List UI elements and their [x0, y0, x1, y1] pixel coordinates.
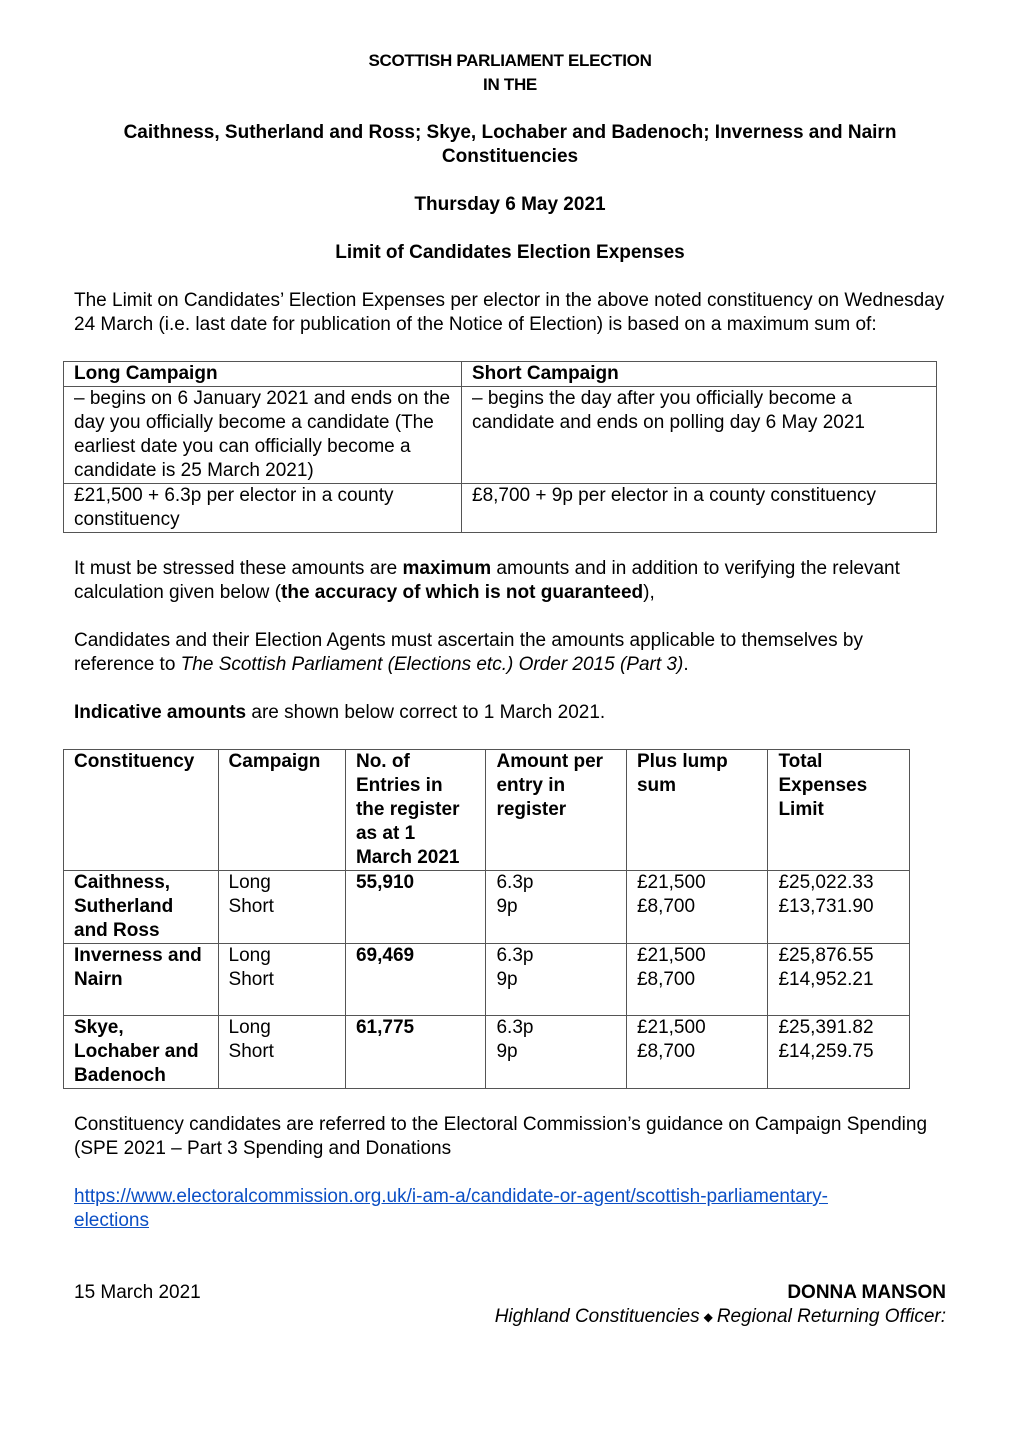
short-campaign-limit: £8,700 + 9p per elector in a county constituency: [462, 484, 937, 533]
campaign-limit-row: [64, 484, 937, 533]
constituencies-heading: Caithness, Sutherland and Ross; Skye, Lochaber and Badenoch; Inverness and Nairn Constituencies: [123, 122, 897, 167]
signatory-title: Highland Constituencies ◆ Regional Returning Officer:: [494, 1306, 946, 1328]
signature-block: [74, 1281, 946, 1329]
document: [74, 49, 946, 1329]
guidance-link-paragraph: [74, 1185, 946, 1233]
ascertain-paragraph: Candidates and their Election Agents must ascertain the amounts applicable to themselves by reference to The Scottish Parliament (Elections etc.) Order 2015 (Part 3).: [74, 630, 863, 675]
amount-cell: 6.3p 9p: [486, 1016, 626, 1089]
stress-paragraph: It must be stressed these amounts are maximum amounts and in addition to verifying the relevant calculation given below (the accuracy of which is not guaranteed),: [74, 558, 900, 603]
intro-paragraph: The Limit on Candidates’ Election Expenses per elector in the above noted constituency on Wednesday 24 March (i.e. last date for publication of the Notice of Election) is based on a maximum sum of:: [74, 290, 945, 335]
title-line-1: SCOTTISH PARLIAMENT ELECTION: [368, 51, 652, 70]
signatory-name: DONNA MANSON: [787, 1282, 946, 1303]
indicative-paragraph: Indicative amounts are shown below correct to 1 March 2021.: [74, 702, 606, 723]
entries-cell: 55,910: [345, 871, 485, 944]
expenses-table: [63, 749, 910, 1089]
short-campaign-title: Short Campaign: [462, 362, 937, 387]
table-row: [64, 871, 910, 944]
amount-cell: 6.3p 9p: [486, 944, 626, 1016]
entries-cell: 69,469: [345, 944, 485, 1016]
amount-cell: 6.3p 9p: [486, 871, 626, 944]
lump-sum-cell: £21,500 £8,700: [626, 1016, 768, 1089]
table-row: [64, 944, 910, 1016]
long-campaign-limit: £21,500 + 6.3p per elector in a county constituency: [64, 484, 462, 533]
campaign-cell: Long Short: [218, 871, 345, 944]
diamond-icon: ◆: [703, 1310, 713, 1324]
campaign-description-row: [64, 387, 937, 484]
campaign-table-header: [64, 362, 937, 387]
long-campaign-title: Long Campaign: [64, 362, 462, 387]
guidance-link[interactable]: https://www.electoralcommission.org.uk/i-am-a/candidate-or-agent/scottish-parliamentary- elections: [74, 1186, 828, 1231]
header-lump-sum: Plus lump sum: [626, 750, 768, 871]
expenses-table-header: [64, 750, 910, 871]
total-cell: £25,022.33 £13,731.90: [768, 871, 910, 944]
header-amount: Amount per entry in register: [486, 750, 626, 871]
entries-cell: 61,775: [345, 1016, 485, 1089]
referral-paragraph: Constituency candidates are referred to the Electoral Commission’s guidance on Campaign Spending (SPE 2021 – Part 3 Spending and Donations: [74, 1114, 928, 1159]
total-cell: £25,391.82 £14,259.75: [768, 1016, 910, 1089]
table-row: [64, 1016, 910, 1089]
campaign-cell: Long Short: [218, 1016, 345, 1089]
constituency-cell: Caithness, Sutherland and Ross: [64, 871, 219, 944]
short-campaign-description: – begins the day after you officially become a candidate and ends on polling day 6 May 2021: [462, 387, 937, 484]
long-campaign-description: – begins on 6 January 2021 and ends on the day you officially become a candidate (The earliest date you can officially become a candidate is 25 March 2021): [64, 387, 462, 484]
election-date: Thursday 6 May 2021: [414, 194, 606, 215]
lump-sum-cell: £21,500 £8,700: [626, 871, 768, 944]
subject-heading: Limit of Candidates Election Expenses: [335, 242, 685, 263]
title-line-2: IN THE: [483, 75, 537, 94]
constituency-cell: Skye, Lochaber and Badenoch: [64, 1016, 219, 1089]
total-cell: £25,876.55 £14,952.21: [768, 944, 910, 1016]
constituency-cell: Inverness and Nairn: [64, 944, 219, 1016]
campaign-table: [63, 361, 937, 533]
header-total: Total Expenses Limit: [768, 750, 910, 871]
header-constituency: Constituency: [64, 750, 219, 871]
campaign-cell: Long Short: [218, 944, 345, 1016]
header-entries: No. of Entries in the register as at 1 March 2021: [345, 750, 485, 871]
header-campaign: Campaign: [218, 750, 345, 871]
signature-date: 15 March 2021: [74, 1282, 201, 1303]
lump-sum-cell: £21,500 £8,700: [626, 944, 768, 1016]
